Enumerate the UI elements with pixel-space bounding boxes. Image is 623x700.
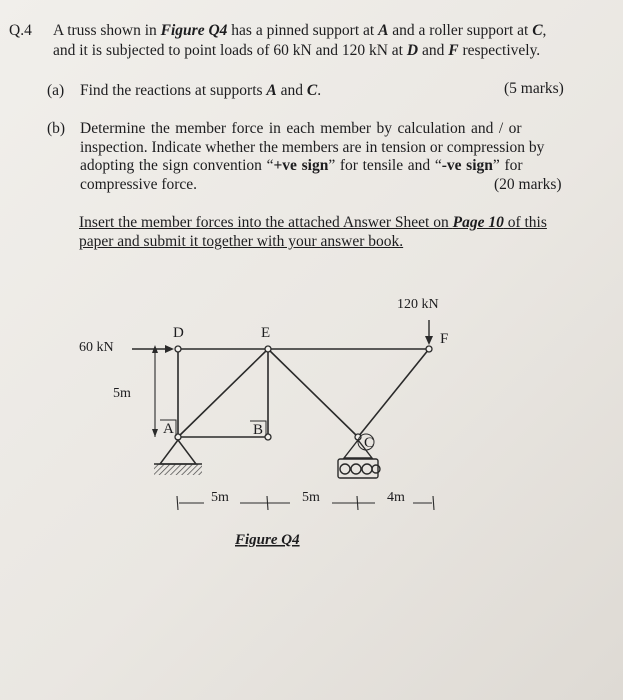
part-b-line-4: compressive force.	[80, 176, 198, 193]
part-a-label: (a)	[47, 82, 65, 99]
question-number: Q.4	[9, 22, 32, 39]
span-label-BC: 5m	[302, 490, 320, 505]
part-b-line-1: Determine the member force in each member by calculation and / or	[80, 120, 522, 137]
member-CF	[358, 349, 429, 437]
joint-E	[265, 346, 271, 352]
part-b-line-2: inspection. Indicate whether the members are in tension or compression by	[80, 139, 545, 156]
height-dimension-label: 5m	[113, 386, 131, 401]
part-b-line-3: adopting the sign convention “+ve sign” for tensile and “-ve sign” for	[80, 157, 523, 174]
node-label-E: E	[261, 325, 271, 341]
instruction-line-1: Insert the member forces into the attached Answer Sheet on Page 10 of this	[79, 214, 547, 231]
span-label-CF: 4m	[387, 490, 405, 505]
part-a-text: Find the reactions at supports A and C.	[80, 82, 322, 99]
load-label-120kN: 120 kN	[397, 297, 439, 312]
question-line-1: A truss shown in Figure Q4 has a pinned support at A and a roller support at C,	[53, 22, 547, 39]
part-a-marks: (5 marks)	[504, 80, 564, 97]
joint-F	[426, 346, 432, 352]
height-dimension	[152, 345, 158, 437]
pin-support-A	[154, 440, 202, 475]
node-label-A: A	[163, 421, 174, 437]
load-arrow-120kN	[425, 320, 433, 345]
load-label-60kN: 60 kN	[79, 340, 114, 355]
node-label-B: B	[253, 422, 264, 438]
node-label-D: D	[173, 325, 184, 341]
span-label-AB: 5m	[211, 490, 229, 505]
part-b-label: (b)	[47, 120, 66, 137]
figure-caption: Figure Q4	[235, 532, 300, 548]
part-b-marks: (20 marks)	[494, 176, 562, 193]
member-CE	[268, 349, 358, 437]
joint-D	[175, 346, 181, 352]
node-label-C: C	[364, 435, 375, 451]
node-label-F: F	[440, 331, 449, 347]
question-line-2: and it is subjected to point loads of 60 kN and 120 kN at D and F respectively.	[53, 42, 541, 59]
instruction-line-2: paper and submit it together with your answer book.	[79, 233, 404, 250]
